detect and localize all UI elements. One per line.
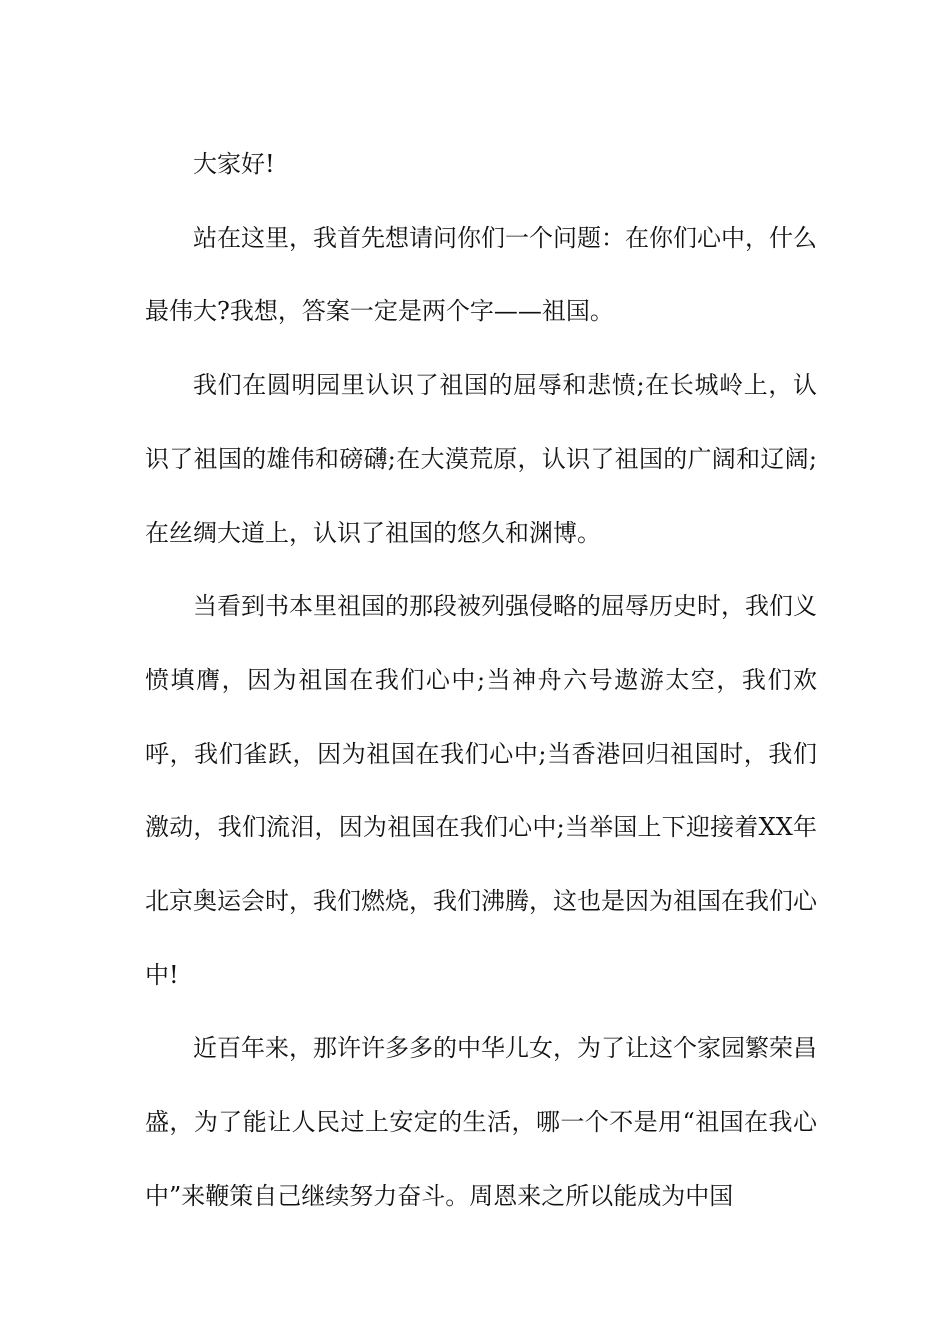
paragraph-chinese-people: 近百年来，那许许多多的中华儿女，为了让这个家园繁荣昌盛，为了能让人民过上安定的生活，哪一个不是用“祖国在我心中”来鞭策自己继续努力奋斗。周恩来之所以能成为中国: [145, 1034, 817, 1210]
paragraph-motherland-in-heart: 当看到书本里祖国的那段被列强侵略的屈辱历史时，我们义愤填膺，因为祖国在我们心中;当神舟六号遨游太空，我们欢呼，我们雀跃，因为祖国在我们心中;当香港回归祖国时，我们激动，我们流泪，因为祖国在我们心中;当举国上下迎接着XX年北京奥运会时，我们燃烧，我们沸腾，这也是因为祖国在我们心中!: [145, 592, 817, 989]
paragraph-knowing-motherland: 我们在圆明园里认识了祖国的屈辱和悲愤;在长城岭上，认识了祖国的雄伟和磅礴;在大漠荒原，认识了祖国的广阔和辽阔;在丝绸大道上，认识了祖国的悠久和渊博。: [145, 371, 817, 547]
paragraph-question: 站在这里，我首先想请问你们一个问题：在你们心中，什么最伟大?我想，答案一定是两个字——祖国。: [145, 223, 817, 326]
document-body: [145, 128, 817, 1234]
paragraph-greeting: 大家好!: [193, 150, 275, 178]
